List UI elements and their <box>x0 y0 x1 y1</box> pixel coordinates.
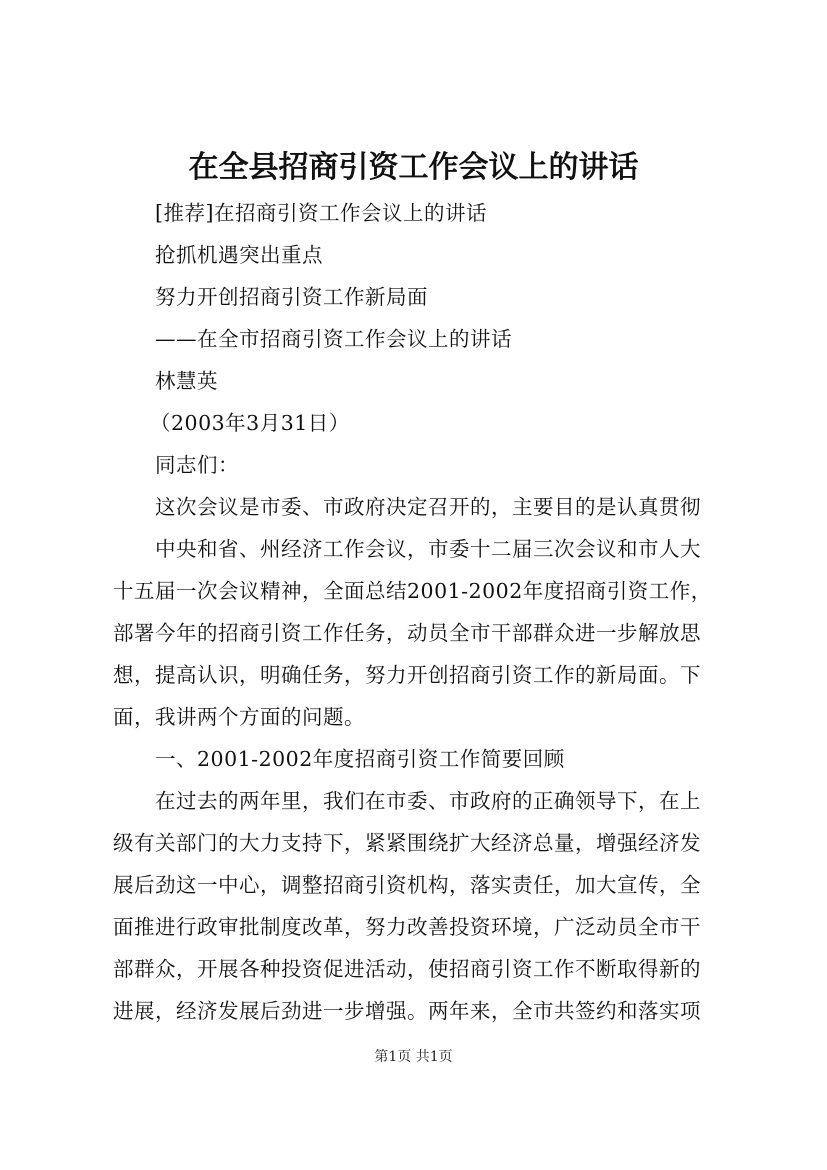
speech-date: （2003年3月31日） <box>150 411 350 435</box>
paragraph-line: 面，我讲两个方面的问题。 <box>113 705 365 729</box>
header-line-subtitle-2: 努力开创招商引资工作新局面 <box>155 285 428 309</box>
header-line-subtitle-3: ——在全市招商引资工作会议上的讲话 <box>155 327 512 351</box>
header-line-recommend: [推荐]在招商引资工作会议上的讲话 <box>155 201 487 225</box>
paragraph-line: 部署今年的招商引资工作任务，动员全市干部群众进一步解放思 <box>113 621 701 645</box>
paragraph-line: 十五届一次会议精神，全面总结2001-2002年度招商引资工作， <box>113 579 712 603</box>
paragraph-line: 级有关部门的大力支持下，紧紧围绕扩大经济总量，增强经济发 <box>113 831 701 855</box>
paragraph-line: 中央和省、州经济工作会议，市委十二届三次会议和市人大 <box>155 537 701 561</box>
paragraph-line: 这次会议是市委、市政府决定召开的，主要目的是认真贯彻 <box>155 495 701 519</box>
paragraph-line: 面推进行政审批制度改革，努力改善投资环境，广泛动员全市干 <box>113 915 701 939</box>
document-title: 在全县招商引资工作会议上的讲话 <box>188 150 639 185</box>
paragraph-line: 想，提高认识，明确任务，努力开创招商引资工作的新局面。下 <box>113 663 701 687</box>
section-heading: 一、2001-2002年度招商引资工作简要回顾 <box>155 747 565 771</box>
paragraph-line: 展后劲这一中心，调整招商引资机构，落实责任，加大宣传，全 <box>113 873 701 897</box>
paragraph-line: 进展，经济发展后劲进一步增强。两年来，全市共签约和落实项 <box>113 999 701 1023</box>
paragraph-line: 在过去的两年里，我们在市委、市政府的正确领导下，在上 <box>155 789 701 813</box>
header-line-subtitle-1: 抢抓机遇突出重点 <box>155 243 323 267</box>
salutation: 同志们： <box>155 453 239 477</box>
speaker-name: 林慧英 <box>155 369 218 393</box>
paragraph-line: 部群众，开展各种投资促进活动，使招商引资工作不断取得新的 <box>113 957 701 981</box>
page-footer: 第1页 共1页 <box>374 1049 453 1065</box>
